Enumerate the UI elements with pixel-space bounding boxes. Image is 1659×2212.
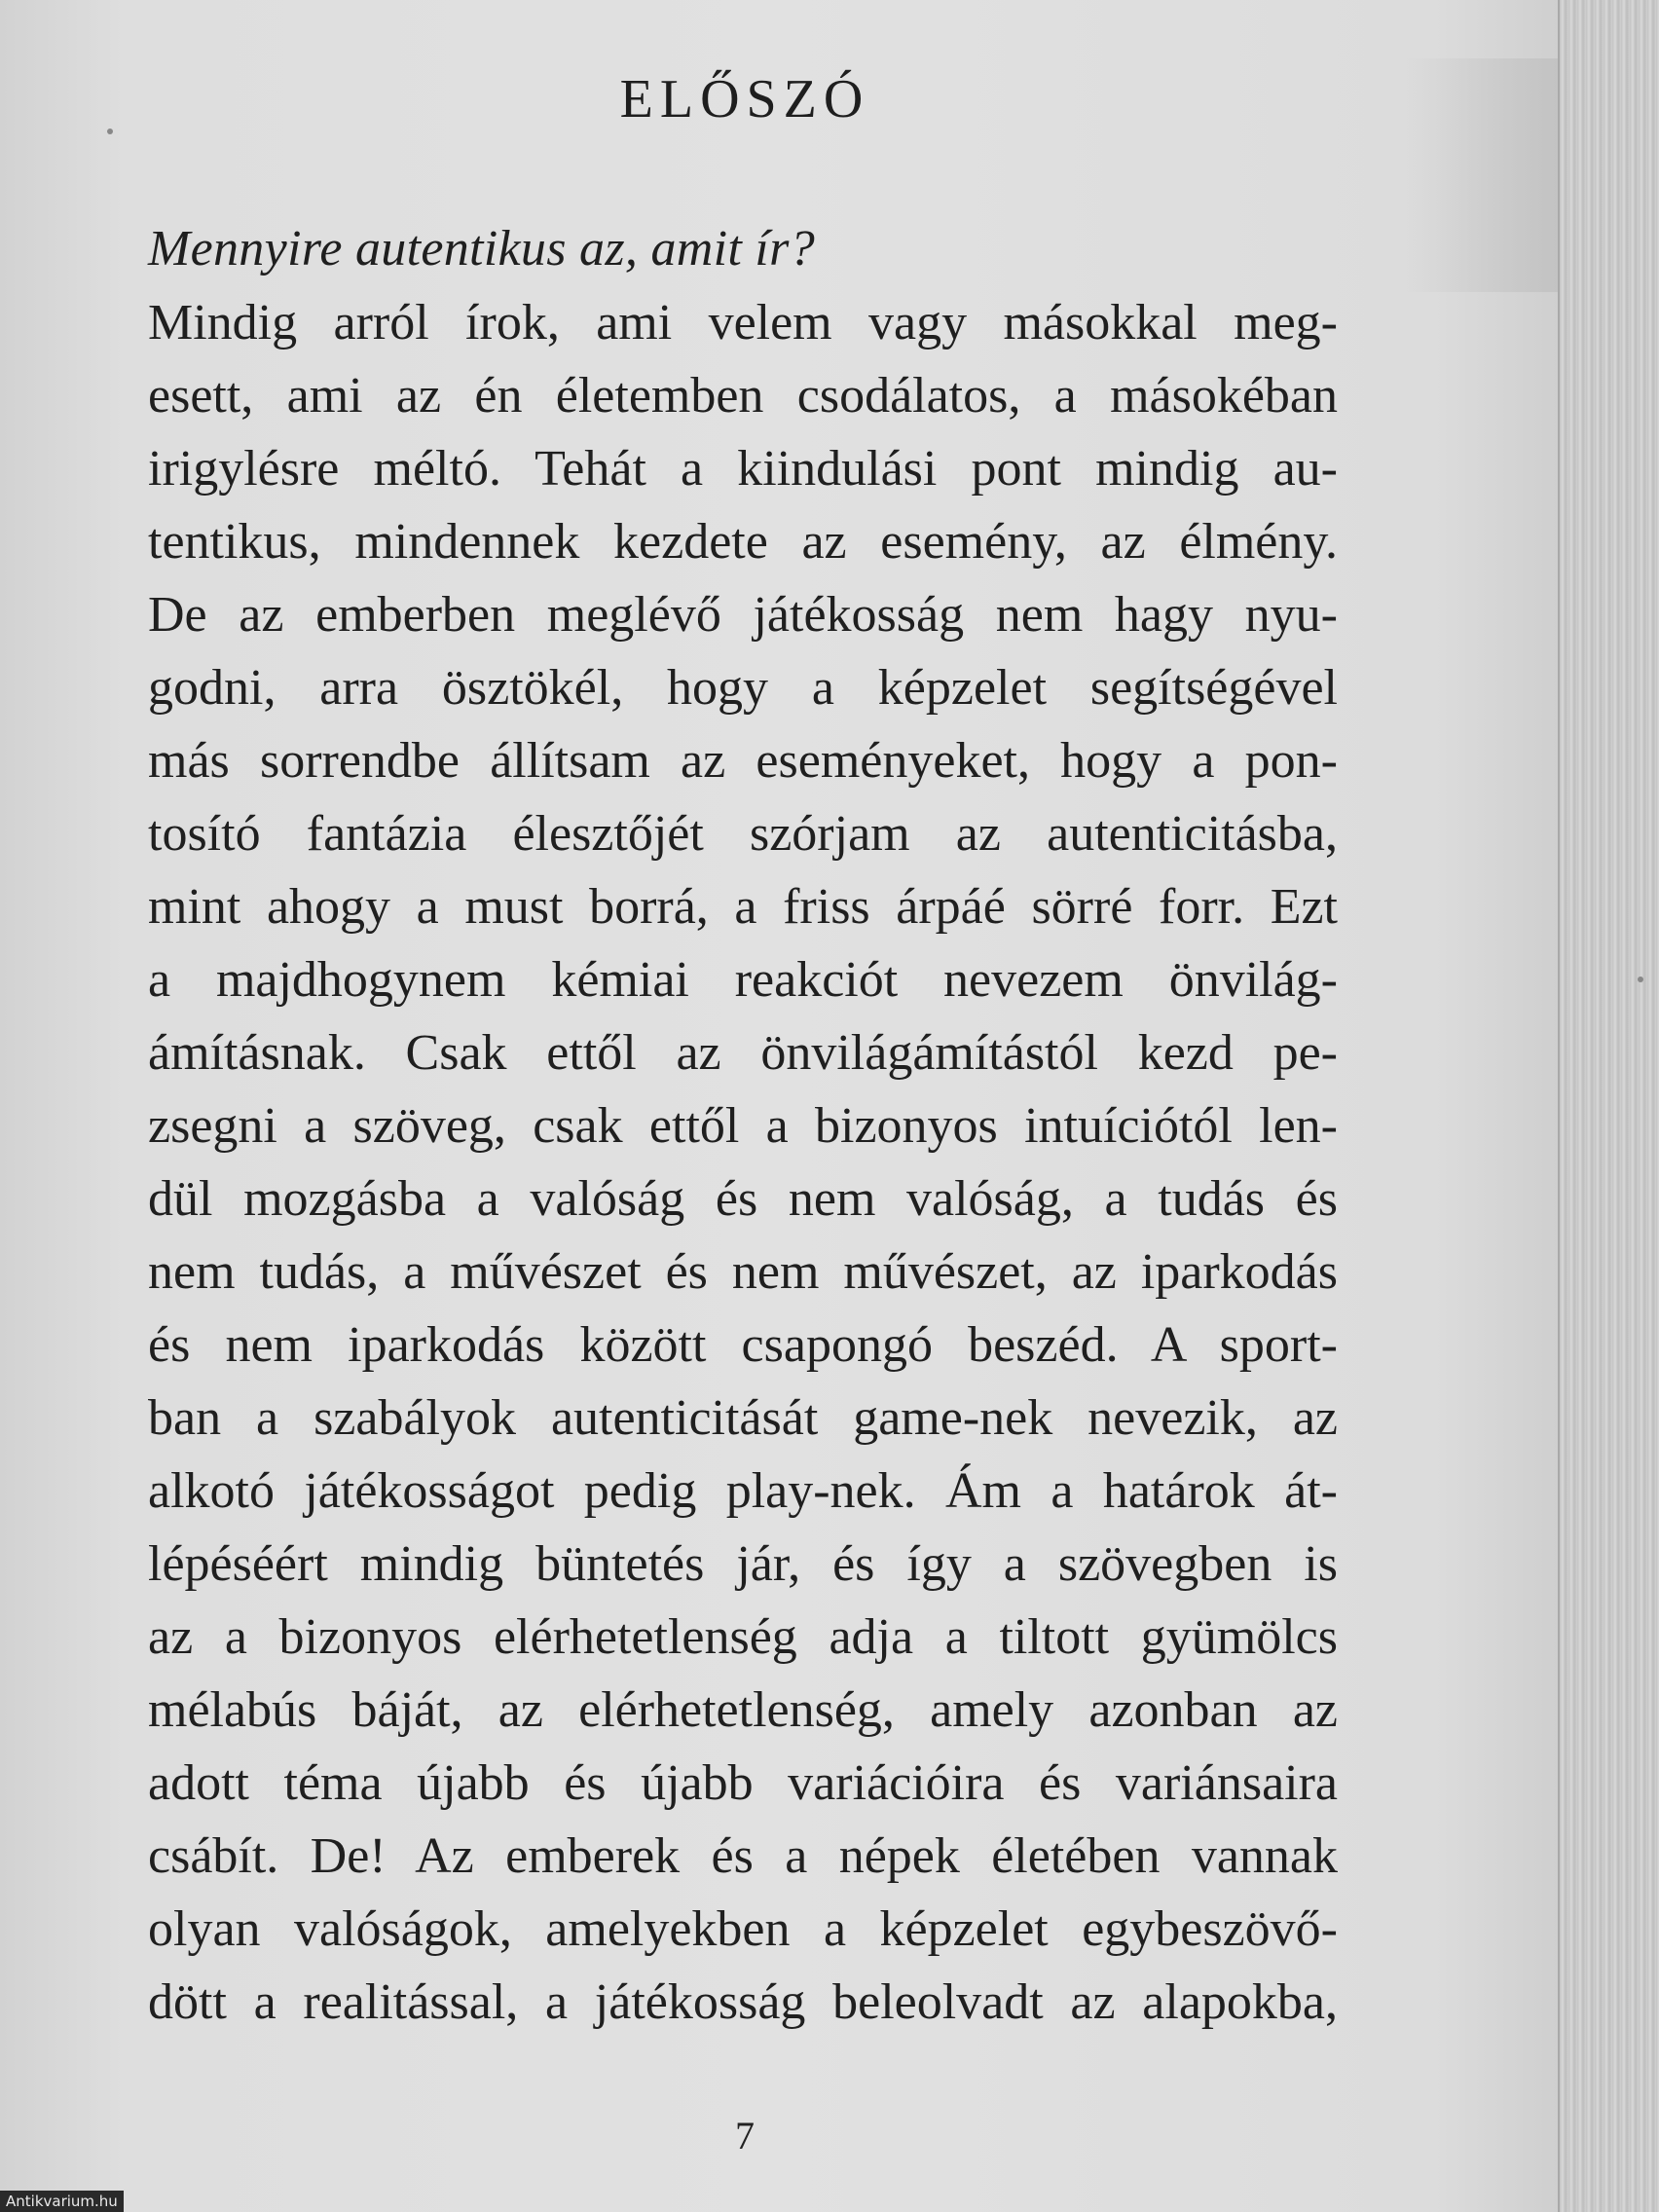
text-line: lépéséért mindig büntetés jár, és így a szövegben is (148, 1536, 1338, 1592)
text-line: adott téma újabb és újabb variációira és variánsaira (148, 1755, 1338, 1811)
text-line: esett, ami az én életemben csodálatos, a másokéban (148, 368, 1338, 424)
text-line: tosító fantázia élesztőjét szórjam az autenticitásba, (148, 806, 1338, 862)
text-line: irigylésre méltó. Tehát a kiindulási pont mindig au- (148, 441, 1338, 497)
watermark-label: Antikvarium.hu (0, 2191, 124, 2212)
text-line: Mindig arról írok, ami velem vagy másokkal meg- (148, 295, 1338, 350)
text-line: ámításnak. Csak ettől az önvilágámítástól kezd pe- (148, 1025, 1338, 1081)
text-line: ban a szabályok autenticitását game-nek nevezik, az (148, 1390, 1338, 1446)
text-line: mint ahogy a must borrá, a friss árpáé sörré forr. Ezt (148, 879, 1338, 935)
text-line: De az emberben meglévő játékosság nem hagy nyu- (148, 587, 1338, 643)
question-subheading: Mennyire autentikus az, amit ír? (148, 221, 816, 276)
text-line: és nem iparkodás között csapongó beszéd. A sport- (148, 1317, 1338, 1373)
paragraph (148, 286, 1338, 2039)
text-line: a majdhogynem kémiai reakciót nevezem önvilág- (148, 952, 1338, 1008)
text-line: mélabús báját, az elérhetetlenség, amely azonban az (148, 1682, 1338, 1738)
text-line: zsegni a szöveg, csak ettől a bizonyos intuíciótól len- (148, 1098, 1338, 1154)
text-line: tentikus, mindennek kezdete az esemény, az élmény. (148, 514, 1338, 570)
text-line: az a bizonyos elérhetetlenség adja a tiltott gyümölcs (148, 1609, 1338, 1665)
text-line: olyan valóságok, amelyekben a képzelet egybeszövő- (148, 1901, 1338, 1957)
page-stack-edge (1558, 0, 1659, 2212)
chapter-heading: ELŐSZÓ (619, 69, 870, 129)
text-line: dött a realitással, a játékosság beleolvadt az alapokba, (148, 1974, 1338, 2030)
text-line: godni, arra ösztökél, hogy a képzelet segítségével (148, 660, 1338, 716)
page-number: 7 (735, 2114, 755, 2157)
body-text (148, 212, 1338, 2039)
text-line: más sorrendbe állítsam az eseményeket, hogy a pon- (148, 733, 1338, 789)
text-line: dül mozgásba a valóság és nem valóság, a tudás és (148, 1171, 1338, 1227)
text-line: csábít. De! Az emberek és a népek életében vannak (148, 1828, 1338, 1884)
text-line: nem tudás, a művészet és nem művészet, az iparkodás (148, 1244, 1338, 1300)
text-line: alkotó játékosságot pedig play-nek. Ám a határok át- (148, 1463, 1338, 1519)
dust-speck (1638, 977, 1643, 982)
